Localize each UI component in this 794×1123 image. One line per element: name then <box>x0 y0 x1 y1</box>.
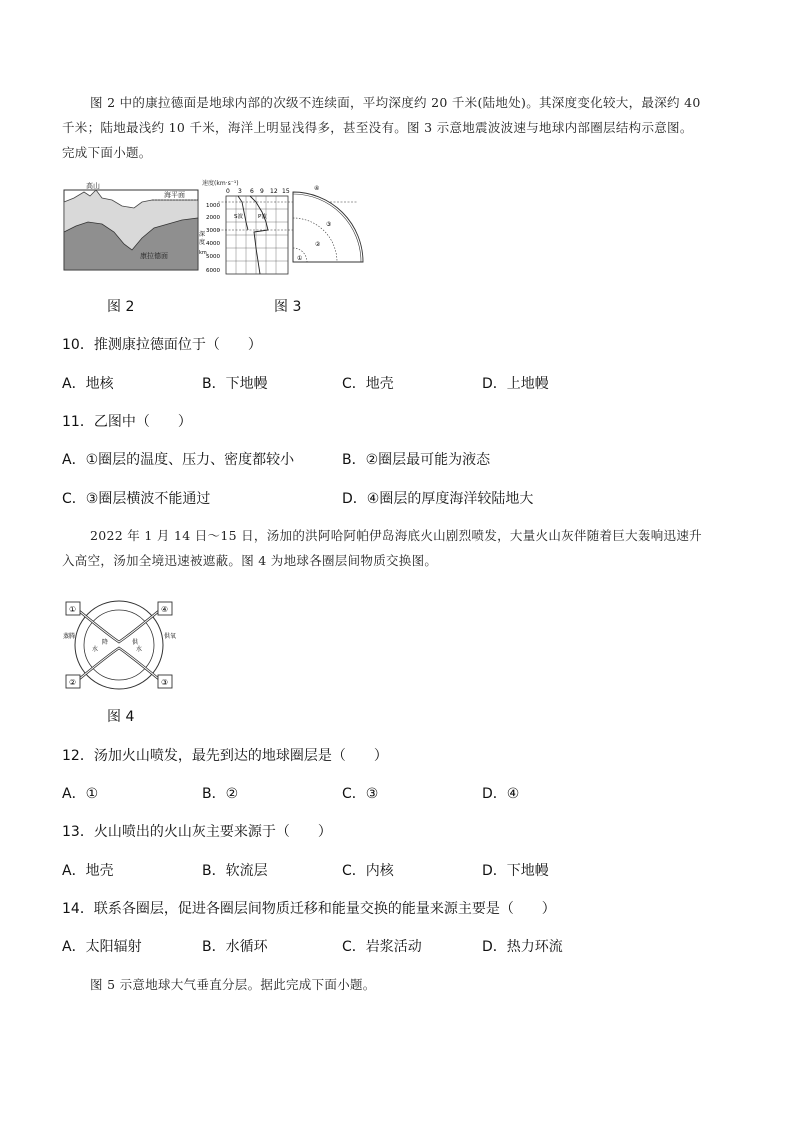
intro-paragraph-2-line-2: 入高空，汤加全境迅速被遮蔽。图 4 为地球各圈层间物质交换图。 <box>62 553 438 568</box>
box-label-4: ④ <box>161 605 169 614</box>
svg-text:水: 水 <box>92 646 99 653</box>
q11-option-a[interactable]: A．①圈层的温度、压力、密度都较小 <box>62 452 295 468</box>
depth-tick: 4000 <box>206 241 220 247</box>
intro-paragraph-1-line-3: 完成下面小题。 <box>62 145 152 160</box>
q12-option-d[interactable]: D．④ <box>482 786 520 802</box>
q12-option-b[interactable]: B．② <box>202 786 239 802</box>
s-wave-label: S波 <box>234 214 243 220</box>
conrad-label: 康拉德面 <box>140 252 168 260</box>
q14-option-b[interactable]: B．水循环 <box>202 939 268 955</box>
left-text: 蒸腾 <box>63 633 76 640</box>
figure-3-caption: 图 3 <box>274 299 302 315</box>
question-14: 14．联系各圈层，促进各圈层间物质迁移和能量交换的能量来源主要是（ ） <box>62 901 556 917</box>
q11-option-c[interactable]: C．③圈层横波不能通过 <box>62 491 211 507</box>
intro-paragraph-2: 2022 年 1 月 14 日～15 日，汤加的洪阿哈阿帕伊岛海底火山剧烈喷发，大量火山灰伴随着巨大轰响迅速升 <box>90 528 702 543</box>
speed-tick: 9 <box>260 188 264 195</box>
q13-option-b[interactable]: B．软流层 <box>202 863 268 879</box>
depth-unit: km <box>199 250 207 256</box>
p-wave-label: P波 <box>258 214 267 220</box>
speed-tick: 15 <box>282 188 290 195</box>
svg-text:降: 降 <box>102 639 109 646</box>
figure-4-caption: 图 4 <box>107 709 135 725</box>
intro-paragraph-3: 图 5 示意地球大气垂直分层。据此完成下面小题。 <box>90 977 376 992</box>
speed-axis-label: 速度(km·s⁻¹) <box>202 180 239 187</box>
speed-ticks <box>226 188 290 195</box>
depth-label: 深 <box>199 231 206 238</box>
question-11: 11．乙图中（ ） <box>62 414 192 430</box>
question-12: 12．汤加火山喷发，最先到达的地球圈层是（ ） <box>62 748 388 764</box>
speed-tick: 0 <box>226 188 230 195</box>
circle-label-2: ② <box>315 241 321 248</box>
circle-label-3: ③ <box>326 221 332 228</box>
svg-text:供: 供 <box>132 639 139 646</box>
q10-option-b[interactable]: B．下地幔 <box>202 376 268 392</box>
q14-option-a[interactable]: A．太阳辐射 <box>62 939 142 955</box>
mountain-label: 高山 <box>86 182 100 190</box>
figure-3-seismic-diagram <box>198 178 368 280</box>
depth-ticks <box>206 203 220 274</box>
q13-option-a[interactable]: A．地壳 <box>62 863 114 879</box>
circle-label-4: ④ <box>314 185 320 192</box>
depth-tick: 2000 <box>206 215 220 221</box>
circle-label-1: ① <box>297 255 303 262</box>
depth-tick: 6000 <box>206 268 220 274</box>
box-label-1: ① <box>69 605 77 614</box>
q11-option-b[interactable]: B．②圈层最可能为液态 <box>342 452 491 468</box>
question-13: 13．火山喷出的火山灰主要来源于（ ） <box>62 824 332 840</box>
box-label-3: ③ <box>161 678 169 687</box>
q13-option-d[interactable]: D．下地幔 <box>482 863 549 879</box>
q12-option-a[interactable]: A．① <box>62 786 99 802</box>
speed-tick: 12 <box>270 188 278 195</box>
intro-paragraph-1-line-2: 千米；陆地最浅约 10 千米，海洋上明显浅得多，甚至没有。图 3 示意地震波波速与地球内部圈层结构示意图。 <box>62 120 693 135</box>
q10-option-d[interactable]: D．上地幔 <box>482 376 549 392</box>
intro-paragraph-1 <box>62 90 752 115</box>
q11-option-d[interactable]: D．④圈层的厚度海洋较陆地大 <box>342 491 534 507</box>
sea-level-label: 海平面 <box>164 191 185 199</box>
q13-option-c[interactable]: C．内核 <box>342 863 394 879</box>
depth-tick: 3000 <box>206 228 220 234</box>
depth-tick: 1000 <box>206 203 220 209</box>
svg-text:度: 度 <box>199 239 206 246</box>
speed-tick: 6 <box>250 188 254 195</box>
right-text: 供氧 <box>164 633 177 640</box>
q12-option-c[interactable]: C．③ <box>342 786 379 802</box>
q10-option-c[interactable]: C．地壳 <box>342 376 394 392</box>
intro-1-line-1: 图 2 中的康拉德面是地球内部的次级不连续面，平均深度约 20 千米(陆地处)。其深度变化较大，最深约 40 <box>90 95 701 110</box>
figure-2-caption: 图 2 <box>107 299 135 315</box>
figure-2-cross-section <box>62 180 202 275</box>
box-label-2: ② <box>69 678 77 687</box>
q14-option-d[interactable]: D．热力环流 <box>482 939 563 955</box>
depth-tick: 5000 <box>206 254 220 260</box>
speed-tick: 3 <box>238 188 242 195</box>
svg-text:水: 水 <box>136 646 143 653</box>
figure-4-sphere-exchange <box>60 598 178 693</box>
q14-option-c[interactable]: C．岩浆活动 <box>342 939 422 955</box>
question-10: 10．推测康拉德面位于（ ） <box>62 337 262 353</box>
q10-option-a[interactable]: A．地核 <box>62 376 114 392</box>
